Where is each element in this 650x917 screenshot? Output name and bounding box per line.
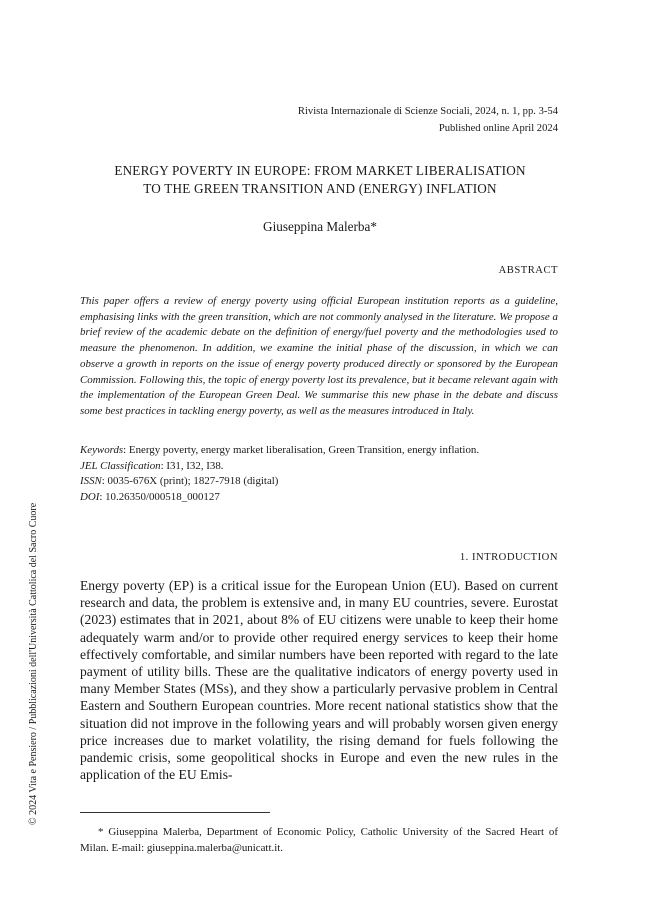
copyright-sidebar: © 2024 Vita e Pensiero / Pubblicazioni dell'Università Cattolica del Sacro Cuore — [28, 502, 39, 825]
doi-row — [80, 490, 560, 506]
author-footnote: * Giuseppina Malerba, Department of Economic Policy, Catholic University of the Sacred Heart of Milan. E-mail: giuseppina.malerba@unicatt.it. — [80, 826, 558, 854]
issn-row — [80, 474, 560, 490]
keywords-value: : Energy poverty, energy market liberalisation, Green Transition, energy inflation. — [123, 444, 480, 456]
keywords-label: Keywords — [80, 444, 124, 456]
section-heading-introduction: 1. INTRODUCTION — [459, 552, 558, 563]
keywords-row — [80, 443, 560, 459]
jel-label: JEL Classification — [80, 459, 161, 472]
footnote-divider — [80, 812, 270, 813]
abstract-body: This paper offers a review of energy poverty using official European institution reports as a guideline, emphasising links with the green transition, which are not commonly analysed in the literature. We propose a brief review of the academic debate on the definition of energy/fuel poverty and the methodologies used to measure the phenomenon. In addition, we examine the initial phase of the discussion, in which we can observe a growth in reports on the issue of energy poverty produced directly or sponsored by the European Commission. Following this, the topic of energy poverty lost its prevalence, but it became relevant again with the implementation of the European Green Deal. We summarise this new phase in the debate and discuss some best practices in tackling energy poverty, as well as the measures introduced in Italy. — [80, 295, 558, 417]
jel-row — [80, 459, 560, 475]
article-metadata — [80, 443, 560, 505]
abstract-heading: ABSTRACT — [498, 265, 558, 276]
title-line-1: ENERGY POVERTY IN EUROPE: FROM MARKET LIBERALISATION — [114, 163, 526, 178]
introduction-body: Energy poverty (EP) is a critical issue for the European Union (EU). Based on current research and data, the problem is extensive and, in many EU countries, severe. Eurostat (2023) estimates that in 2021, about 8% of EU citizens were unable to keep their home adequately warm and/or to provide other required energy services to keep their home effectively comfortable, and similar numbers have been reported with regard to the late payment of utility bills. These are the qualitative indicators of energy poverty used in many Member States (MSs), and they show a particularly pervasive problem in Central Eastern and Southern European countries. More recent national statistics show that the situation did not improve in the following years and will probably worsen given energy price increases due to market volatility, the rising demand for fuels following the pandemic crisis, some geopolitical shocks in Europe and even the new rules in the application of the EU Emis- — [80, 578, 558, 783]
journal-reference: Rivista Internazionale di Scienze Sociali, 2024, n. 1, pp. 3-54 — [297, 106, 558, 117]
issn-label: ISSN — [80, 475, 102, 487]
publication-date: Published online April 2024 — [438, 123, 558, 134]
article-title — [80, 162, 560, 198]
title-line-2: TO THE GREEN TRANSITION AND (ENERGY) INFLATION — [143, 181, 497, 196]
issn-value: : 0035-676X (print); 1827-7918 (digital) — [101, 475, 279, 487]
doi-value[interactable]: : 10.26350/000518_000127 — [99, 490, 220, 503]
author-name: Giuseppina Malerba* — [263, 219, 377, 234]
doi-label: DOI — [80, 490, 100, 503]
jel-value: : I31, I32, I38. — [160, 459, 224, 472]
